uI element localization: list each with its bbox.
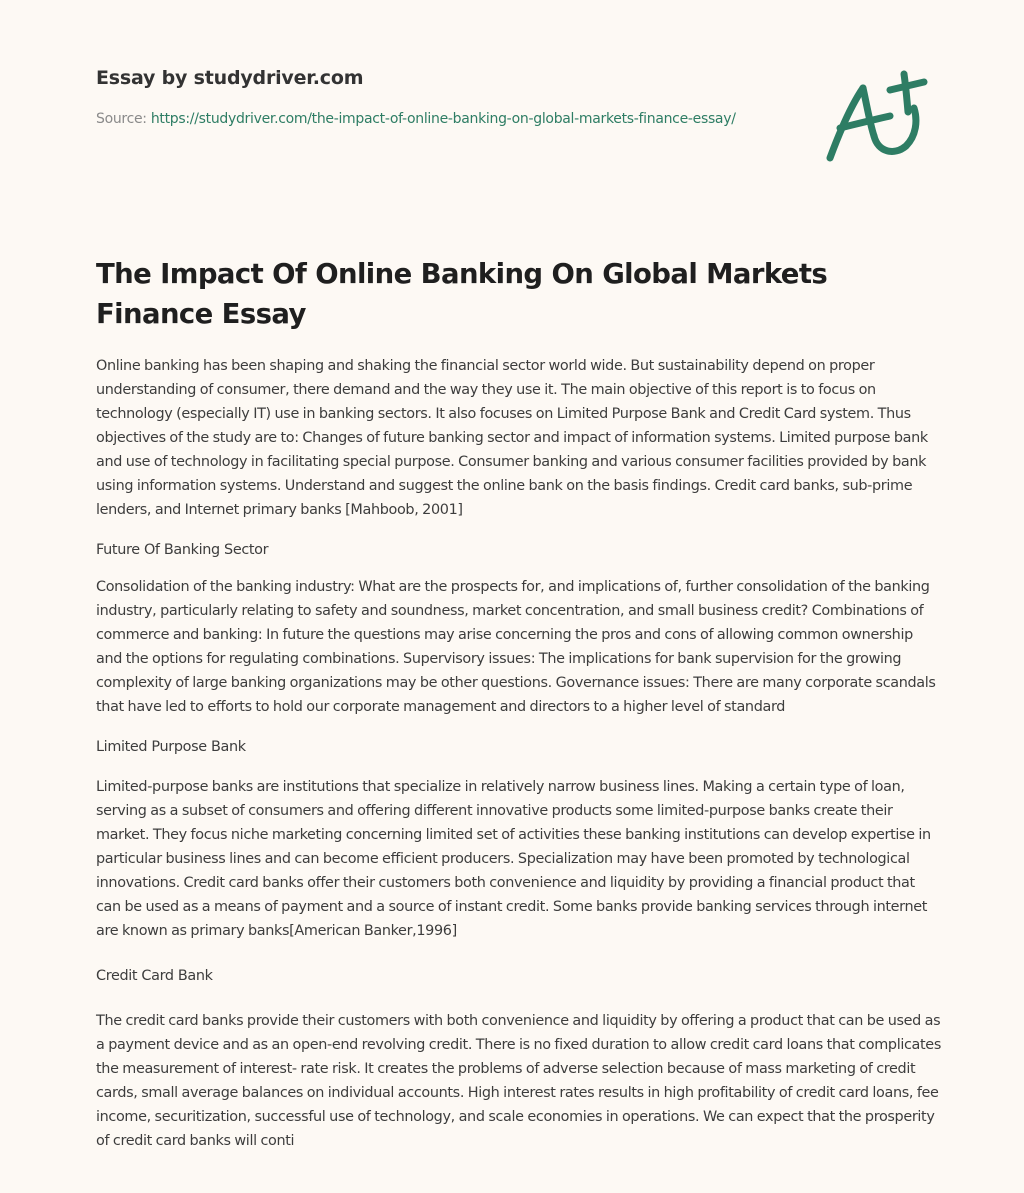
section-paragraph-limited-purpose-bank: Limited-purpose banks are institutions that specialize in relatively narrow business lines. Making a certain type of loan, serving as a subset of consumers and offering different innovative products some limited-purpose banks create their market. They focus niche marketing concerning limited set of activities these banking institutions can develop expertise in particular business lines and can become efficient producers. Specialization may have been promoted by technological innovations. Credit card banks offer their customers both convenience and liquidity by providing a financial product that can be used as a means of payment and a source of instant credit. Some banks provide banking services through internet are known as primary banks[American Banker,1996] <box>96 779 931 939</box>
source-link[interactable]: https://studydriver.com/the-impact-of-online-banking-on-global-markets-finance-essay/ <box>150 111 736 127</box>
section-heading-limited-purpose-bank: Limited Purpose Bank <box>96 739 246 755</box>
intro-paragraph: Online banking has been shaping and shaking the financial sector world wide. But sustainability depend on proper understanding of consumer, there demand and the way they use it. The main objective of this report is to focus on technology (especially IT) use in banking sectors. It also focuses on Limited Purpose Bank and Credit Card system. Thus objectives of the study are to: Changes of future banking sector and impact of information systems. Limited purpose bank and use of technology in facilitating special purpose. Consumer banking and various consumer facilities provided by bank using information systems. Understand and suggest the online bank on the basis findings. Credit card banks, sub-prime lenders, and Internet primary banks [Mahboob, 2001] <box>96 358 928 518</box>
section-paragraph-credit-card-bank: The credit card banks provide their customers with both convenience and liquidity by offering a product that can be used as a payment device and as an open-end revolving credit. There is no fixed duration to allow credit card loans that complicates the measurement of interest- rate risk. It creates the problems of adverse selection because of mass marketing of credit cards, small average balances on individual accounts. High interest rates results in high profitability of credit card loans, fee income, securitization, successful use of technology, and scale economies in operations. We can expect that the prosperity of credit card banks will conti <box>96 1013 941 1149</box>
section-heading-credit-card-bank: Credit Card Bank <box>96 968 213 984</box>
section-paragraph-future-of-banking: Consolidation of the banking industry: What are the prospects for, and implications of, further consolidation of the banking industry, particularly relating to safety and soundness, market concentration, and small business credit? Combinations of commerce and banking: In future the questions may arise concerning the pros and cons of allowing common ownership and the options for regulating combinations. Supervisory issues: The implications for bank supervision for the growing complexity of large banking organizations may be other questions. Governance issues: There are many corporate scandals that have led to efforts to hold our corporate management and directors to a higher level of standard <box>96 579 936 715</box>
page-header <box>96 64 796 131</box>
section-heading-future-of-banking: Future Of Banking Sector <box>96 542 269 558</box>
a-plus-grade-icon <box>818 66 930 166</box>
article-body <box>96 354 941 1153</box>
source-label: Source: <box>96 111 147 127</box>
article-title: The Impact Of Online Banking On Global Markets Finance Essay <box>96 258 828 330</box>
source-line <box>96 108 776 131</box>
site-title: Essay by studydriver.com <box>96 67 364 89</box>
